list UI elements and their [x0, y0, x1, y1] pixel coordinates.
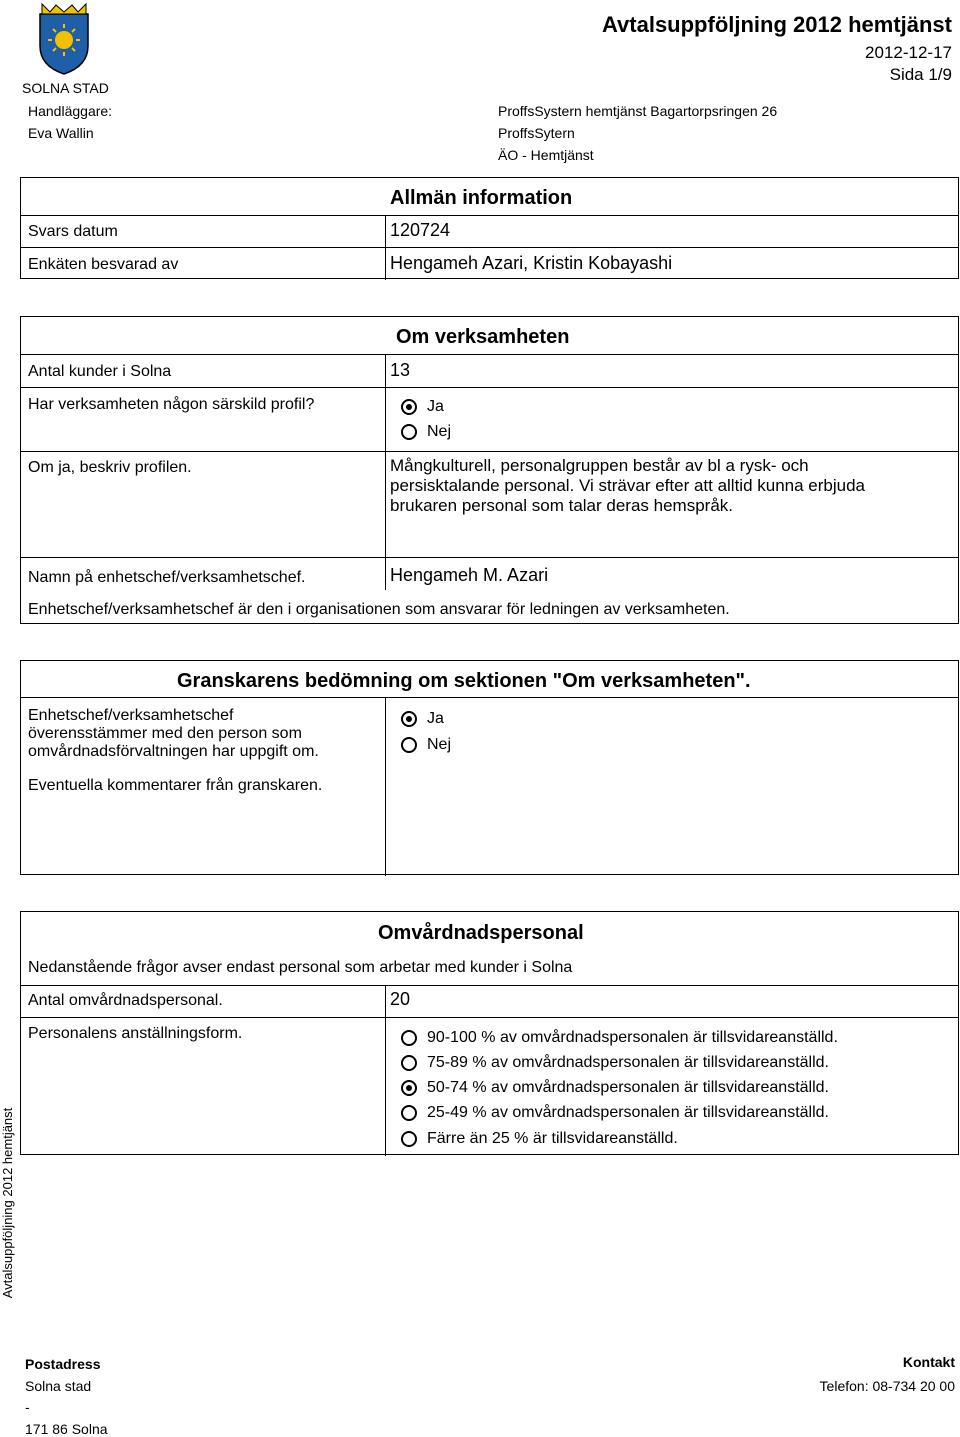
- profile-option-yes[interactable]: [401, 398, 444, 416]
- general-info-section: [20, 177, 959, 279]
- employment-option-label: 90-100 % av omvårdnadspersonalen är tillsvidareanställd.: [427, 1029, 838, 1046]
- staff-count-label: Antal omvårdnadspersonal.: [28, 992, 223, 1009]
- document-date: 2012-12-17: [865, 43, 952, 62]
- solna-coat-of-arms-logo: [36, 2, 92, 76]
- reviewer-comments-label: Eventuella kommentarer från granskaren.: [28, 777, 323, 794]
- about-title: Om verksamheten: [396, 326, 570, 348]
- radio-unchecked-icon[interactable]: [401, 1055, 417, 1071]
- staff-note: Nedanstående frågor avser endast personal som arbetar med kunder i Solna: [28, 959, 573, 976]
- radio-unchecked-icon[interactable]: [401, 737, 417, 753]
- customers-value: 13: [390, 360, 411, 380]
- answer-date-value: 120724: [390, 220, 451, 240]
- profile-description: [390, 456, 865, 516]
- manager-value: Hengameh M. Azari: [390, 565, 549, 585]
- question-line: Enhetschef/verksamhetschef: [28, 707, 234, 724]
- question-line: omvårdnadsförvaltningen har uppgift om.: [28, 743, 319, 760]
- employment-option-label: Färre än 25 % är tillsvidareanställd.: [427, 1130, 678, 1147]
- employment-option[interactable]: [401, 1054, 829, 1072]
- review-title: Granskarens bedömning om sektionen "Om verksamheten".: [177, 670, 751, 692]
- provider-line-1: ProffsSystern hemtjänst Bagartorpsringen 26: [498, 103, 778, 119]
- employment-option-label: 50-74 % av omvårdnadspersonalen är tillsvidareanställd.: [427, 1079, 829, 1096]
- manager-match-question: [28, 707, 319, 761]
- employment-option-label: 25-49 % av omvårdnadspersonalen är tillsvidareanställd.: [427, 1104, 829, 1121]
- divider: [21, 215, 958, 216]
- divider: [385, 354, 386, 590]
- divider: [21, 451, 958, 452]
- profile-description-line: Mångkulturell, personalgruppen består av bl a rysk- och: [390, 456, 809, 475]
- contact-phone: Telefon: 08-734 20 00: [819, 1378, 955, 1394]
- employment-option[interactable]: [401, 1104, 829, 1122]
- match-option-label: Nej: [427, 736, 452, 753]
- profile-option-label: Nej: [427, 423, 452, 440]
- side-document-title: Avtalsuppföljning 2012 hemtjänst: [0, 1107, 15, 1299]
- divider: [21, 387, 958, 388]
- employment-option[interactable]: [401, 1130, 678, 1148]
- provider-line-3: ÄO - Hemtjänst: [498, 147, 594, 163]
- staff-section: [20, 911, 959, 1155]
- match-option-label: Ja: [427, 710, 444, 727]
- divider: [21, 247, 958, 248]
- employment-option[interactable]: [401, 1029, 838, 1047]
- radio-unchecked-icon[interactable]: [401, 1131, 417, 1147]
- match-option-no[interactable]: [401, 736, 451, 754]
- review-section: [20, 660, 959, 875]
- profile-option-label: Ja: [427, 398, 444, 415]
- profile-description-line: persisktalande personal. Vi strävar efter att alltid kunna erbjuda: [390, 476, 866, 495]
- employment-option[interactable]: [401, 1079, 829, 1097]
- staff-title: Omvårdnadspersonal: [378, 922, 584, 944]
- divider: [385, 985, 386, 1156]
- profile-label: Har verksamheten någon särskild profil?: [28, 396, 315, 413]
- page-number: Sida 1/9: [889, 65, 952, 84]
- profile-option-no[interactable]: [401, 423, 451, 441]
- manager-label: Namn på enhetschef/verksamhetschef.: [28, 569, 306, 586]
- profile-description-line: brukaren personal som talar deras hemspråk.: [390, 496, 733, 515]
- answer-date-label: Svars datum: [28, 223, 118, 240]
- postal-line-3: 171 86 Solna: [25, 1421, 108, 1437]
- describe-profile-label: Om ja, beskriv profilen.: [28, 459, 192, 476]
- postal-heading: Postadress: [25, 1356, 101, 1372]
- manager-note: Enhetschef/verksamhetschef är den i organisationen som ansvarar för ledningen av verksamheten.: [28, 601, 730, 618]
- general-info-title: Allmän information: [390, 187, 573, 209]
- match-option-yes[interactable]: [401, 710, 444, 728]
- divider: [21, 985, 958, 986]
- divider: [21, 1017, 958, 1018]
- document-title: Avtalsuppföljning 2012 hemtjänst: [601, 12, 952, 37]
- divider: [385, 697, 386, 876]
- radio-unchecked-icon[interactable]: [401, 1105, 417, 1121]
- staff-count-value: 20: [390, 989, 411, 1009]
- org-name: SOLNA STAD: [22, 80, 109, 96]
- employment-option-label: 75-89 % av omvårdnadspersonalen är tillsvidareanställd.: [427, 1054, 829, 1071]
- answered-by-value: Hengameh Azari, Kristin Kobayashi: [390, 253, 673, 273]
- divider: [21, 354, 958, 355]
- radio-checked-icon[interactable]: [401, 1080, 417, 1096]
- postal-line-1: Solna stad: [25, 1378, 92, 1394]
- radio-unchecked-icon[interactable]: [401, 1030, 417, 1046]
- answered-by-label: Enkäten besvarad av: [28, 256, 179, 273]
- contact-heading: Kontakt: [902, 1354, 955, 1370]
- radio-checked-icon[interactable]: [401, 399, 417, 415]
- postal-line-2: -: [25, 1399, 30, 1415]
- handler-label: Handläggare:: [28, 103, 113, 119]
- handler-name: Eva Wallin: [28, 125, 94, 141]
- provider-line-2: ProffsSytern: [498, 125, 575, 141]
- divider: [385, 215, 386, 280]
- employment-label: Personalens anställningsform.: [28, 1025, 243, 1042]
- divider: [21, 697, 958, 698]
- divider: [21, 557, 958, 558]
- question-line: överensstämmer med den person som: [28, 725, 302, 742]
- customers-label: Antal kunder i Solna: [28, 363, 172, 380]
- about-section: [20, 316, 959, 624]
- radio-checked-icon[interactable]: [401, 711, 417, 727]
- radio-unchecked-icon[interactable]: [401, 424, 417, 440]
